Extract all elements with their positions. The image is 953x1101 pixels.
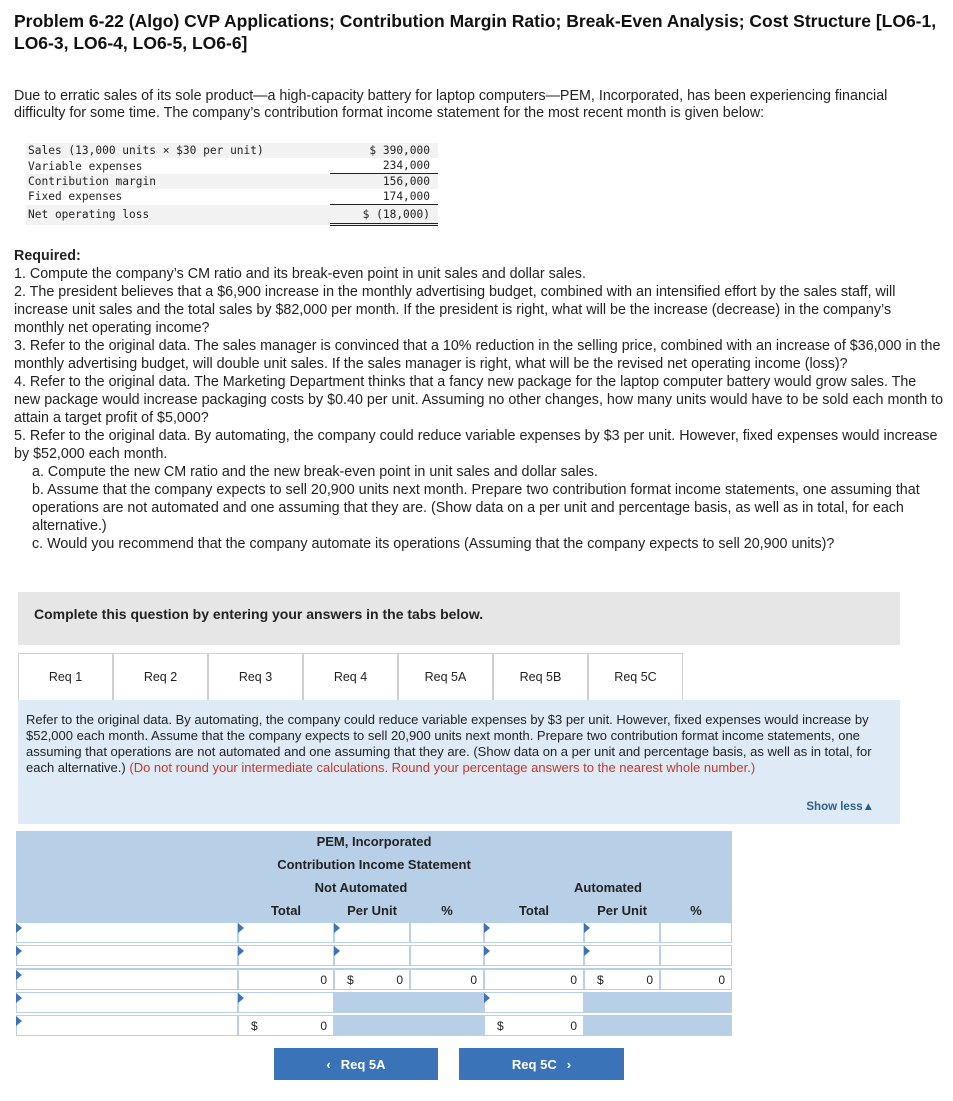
not-automated-total-input[interactable] (238, 992, 334, 1013)
statement-company: PEM, Incorporated (316, 834, 432, 849)
is-label: Fixed expenses (28, 190, 123, 204)
not-automated-net-total (238, 1015, 334, 1036)
value-text: 0 (718, 973, 725, 987)
value-text: 0 (570, 1019, 577, 1033)
instruction-text: Refer to the original data. By automating, the company could reduce variable expenses by $3 per unit. However, fixed expenses would increase by $52,000 each month. Assume that the company expects to sell 20,900 units next month. Prepare two contribution format income statements, one assuming that operations are not automated and one assuming that they are. (Show data on a per unit and percentage basis, as well as in total, for each alternative.) (26, 712, 872, 775)
required-item: 5. Refer to the original data. By automating, the company could reduce variable expenses by $3 per unit. However, fixed expenses would increase by $52,000 each month. (14, 428, 938, 462)
tab-req-5b[interactable]: Req 5B (493, 653, 588, 700)
tab-instruction-panel (18, 700, 900, 824)
automated-per-unit-input[interactable] (584, 922, 660, 943)
not-automated-per-unit-input[interactable] (334, 922, 410, 943)
statement-row (16, 922, 732, 943)
is-label: Sales (13,000 units × $30 per unit) (26, 143, 330, 158)
required-sub-item: b. Assume that the company expects to sell 20,900 units next month. Prepare two contribution format income statements, one assuming that operations are not automated and one assuming that they are. (Show data on a per unit and percentage basis, as well as in total, for each alternative.) (32, 482, 920, 534)
prev-req-button[interactable] (274, 1048, 438, 1080)
statement-title: Contribution Income Statement (277, 857, 471, 872)
col-header-pct: % (441, 903, 453, 918)
chevron-left-icon: ‹ (326, 1056, 331, 1072)
is-label: Net operating loss (26, 205, 330, 225)
required-item: 2. The president believes that a $6,900 increase in the monthly advertising budget, combined with an intensified effort by the sales staff, will increase unit sales and the total sales by $82,000 per month. If the president is right, what will be the increase (decrease) in the company’s monthly net operating income? (14, 284, 896, 336)
col-header-per-unit: Per Unit (347, 903, 397, 918)
original-income-statement (26, 143, 438, 226)
complete-instruction-bar: Complete this question by entering your answers in the tabs below. (18, 592, 900, 645)
automated-total-input[interactable] (484, 992, 584, 1013)
is-amount: 156,000 (330, 174, 438, 189)
col-header-per-unit: Per Unit (597, 903, 647, 918)
value-text: 0 (470, 973, 477, 987)
col-header-total: Total (270, 903, 302, 918)
dollar-sign: $ (597, 973, 604, 987)
not-automated-pct-input[interactable] (410, 922, 484, 943)
next-req-button[interactable] (459, 1048, 624, 1080)
chevron-right-icon: › (566, 1056, 572, 1072)
required-sub-item: a. Compute the new CM ratio and the new break-even point in unit sales and dollar sales. (32, 464, 598, 480)
problem-intro: Due to erratic sales of its sole product—a high-capacity battery for laptop computers—PEM, Incorporated, has been experiencing financial difficulty for some time. The company’s contribution format income statement for the most recent month is given below: (14, 88, 888, 121)
automated-total-value (484, 969, 584, 990)
statement-row-net-income (16, 1015, 732, 1036)
is-amount: $ 390,000 (330, 143, 438, 158)
empty-cell (660, 992, 732, 1013)
dollar-sign: $ (251, 1019, 258, 1033)
value-text: 0 (570, 973, 577, 987)
row-label-input[interactable] (16, 992, 238, 1013)
value-text: 0 (320, 1019, 327, 1033)
required-heading: Required: (14, 248, 81, 264)
required-item: 4. Refer to the original data. The Marketing Department thinks that a fancy new package for the laptop computer battery would grow sales. The new package would increase packaging costs by $0.40 per unit. Assuming no other changes, how many units would have to be sold each month to attain a target profit of $5,000? (14, 374, 944, 426)
not-automated-total-value (238, 969, 334, 990)
row-label-input[interactable] (16, 1015, 238, 1036)
dollar-sign: $ (497, 1019, 504, 1033)
empty-cell (660, 1015, 732, 1036)
automated-per-unit-value (584, 969, 660, 990)
problem-title: Problem 6-22 (Algo) CVP Applications; Contribution Margin Ratio; Break-Even Analysis; Cost Structure [LO6-1, LO6-3, LO6-4, LO6-5, LO6-6] (14, 11, 937, 53)
row-label-input[interactable] (16, 922, 238, 943)
dollar-sign: $ (347, 973, 354, 987)
col-header-pct: % (690, 903, 702, 918)
required-sub-item: c. Would you recommend that the company automate its operations (Assuming that the company expects to sell 20,900 units)? (32, 536, 835, 552)
prev-req-label: Req 5A (340, 1056, 386, 1072)
automated-pct-input[interactable] (660, 922, 732, 943)
empty-cell (584, 1015, 660, 1036)
is-label: Contribution margin (26, 174, 330, 189)
automated-total-input[interactable] (484, 945, 584, 966)
not-automated-per-unit-input[interactable] (334, 945, 410, 966)
not-automated-header: Not Automated (314, 880, 408, 895)
tab-req-1[interactable]: Req 1 (18, 653, 113, 700)
not-automated-total-input[interactable] (238, 945, 334, 966)
tab-req-5c[interactable]: Req 5C (588, 653, 683, 700)
statement-row (16, 992, 732, 1013)
not-automated-per-unit-value (334, 969, 410, 990)
automated-header: Automated (574, 880, 642, 895)
tab-req-2[interactable]: Req 2 (113, 653, 208, 700)
automated-pct-input[interactable] (660, 945, 732, 966)
automated-net-total (484, 1015, 584, 1036)
instruction-rounding-note: (Do not round your intermediate calculations. Round your percentage answers to the nearest whole number.) (129, 760, 756, 775)
row-label-input[interactable] (16, 969, 238, 990)
empty-cell (410, 992, 484, 1013)
empty-cell (584, 992, 660, 1013)
automated-per-unit-input[interactable] (584, 945, 660, 966)
empty-cell (334, 992, 410, 1013)
col-header-total: Total (518, 903, 550, 918)
empty-cell (334, 1015, 410, 1036)
is-amount: 234,000 (330, 158, 438, 173)
tab-req-3[interactable]: Req 3 (208, 653, 303, 700)
not-automated-pct-input[interactable] (410, 945, 484, 966)
tab-req-5a[interactable]: Req 5A (398, 653, 493, 700)
value-text: 0 (646, 973, 653, 987)
not-automated-pct-value (410, 969, 484, 990)
req-tabs (18, 653, 683, 700)
required-item: 3. Refer to the original data. The sales manager is convinced that a 10% reduction in the selling price, combined with an increase of $36,000 in the monthly advertising budget, will double unit sales. If the sales manager is right, what will be the revised net operating income (loss)? (14, 338, 941, 372)
tab-req-4[interactable]: Req 4 (303, 653, 398, 700)
empty-cell (410, 1015, 484, 1036)
value-text: 0 (396, 973, 403, 987)
automated-pct-value (660, 969, 732, 990)
next-req-label: Req 5C (511, 1056, 557, 1072)
is-amount: $ (18,000) (330, 205, 438, 225)
automated-total-input[interactable] (484, 922, 584, 943)
not-automated-total-input[interactable] (238, 922, 334, 943)
value-text: 0 (320, 973, 327, 987)
row-label-input[interactable] (16, 945, 238, 966)
is-label: Variable expenses (28, 159, 143, 173)
required-item: 1. Compute the company’s CM ratio and its break-even point in unit sales and dollar sales. (14, 266, 586, 282)
required-section (14, 247, 944, 553)
show-less-link[interactable]: Show less▲ (806, 801, 874, 813)
statement-row (16, 945, 732, 966)
is-amount: 174,000 (330, 189, 438, 204)
statement-row-contribution (16, 969, 732, 990)
